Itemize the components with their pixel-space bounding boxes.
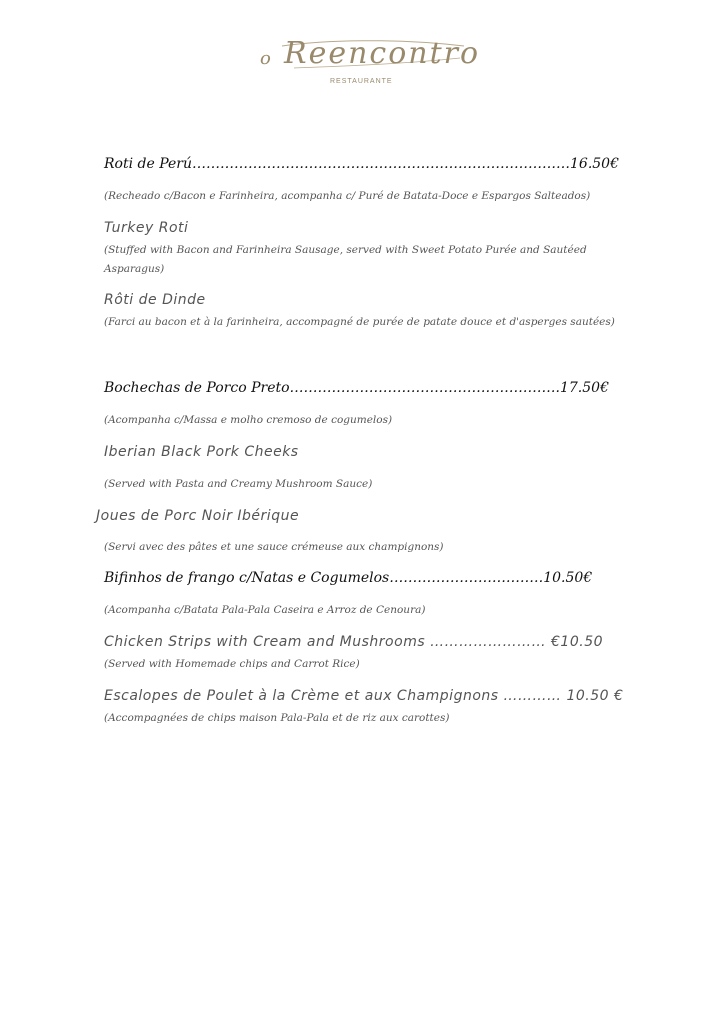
logo-wordmark: Reencontro	[284, 36, 481, 71]
logo-subtitle: RESTAURANTE	[330, 78, 393, 85]
dish-1-title-fr: Rôti de Dinde	[104, 292, 206, 308]
dish-1-desc-fr: (Farci au bacon et à la farinheira, accompagné de purée de patate douce et d'asperges sautées)	[104, 316, 615, 328]
dish-1-title: Roti de Perú………………………………………………………………………16.50€	[104, 156, 619, 172]
dish-2-title-en: Iberian Black Pork Cheeks	[104, 444, 299, 460]
restaurant-logo	[254, 28, 481, 90]
dish-2-desc-pt: (Acompanha c/Massa e molho cremoso de cogumelos)	[104, 414, 393, 426]
dish-1-desc-en: (Stuffed with Bacon and Farinheira Sausage, served with Sweet Potato Purée and Sautéed	[104, 244, 587, 256]
dish-2-desc-fr: (Servi avec des pâtes et une sauce crémeuse aux champignons)	[104, 541, 444, 553]
dish-2-title-fr: Joues de Porc Noir Ibérique	[96, 508, 300, 524]
dish-1-desc-pt: (Recheado c/Bacon e Farinheira, acompanha c/ Puré de Batata-Doce e Espargos Salteados)	[104, 190, 591, 202]
logo-small-o: o	[260, 48, 271, 69]
dish-3-desc-fr: (Accompagnées de chips maison Pala-Pala et de riz aux carottes)	[104, 712, 450, 724]
dish-3-desc-en: (Served with Homemade chips and Carrot Rice)	[104, 658, 360, 670]
dish-2-desc-en: (Served with Pasta and Creamy Mushroom Sauce)	[104, 478, 373, 490]
dish-3-desc-pt: (Acompanha c/Batata Pala-Pala Caseira e Arroz de Cenoura)	[104, 604, 426, 616]
dish-2-title: Bochechas de Porco Preto………………………………………………….17.50€	[104, 380, 609, 396]
dish-3-title-fr: Escalopes de Poulet à la Crème et aux Champignons ………… 10.50 €	[104, 688, 624, 704]
dish-1-desc-en-cont: Asparagus)	[104, 263, 165, 275]
dish-1-title-en: Turkey Roti	[104, 220, 189, 236]
dish-3-title: Bifinhos de frango c/Natas e Cogumelos……………………………10.50€	[104, 570, 593, 586]
dish-3-title-en: Chicken Strips with Cream and Mushrooms …………………… €10.50	[104, 634, 604, 650]
